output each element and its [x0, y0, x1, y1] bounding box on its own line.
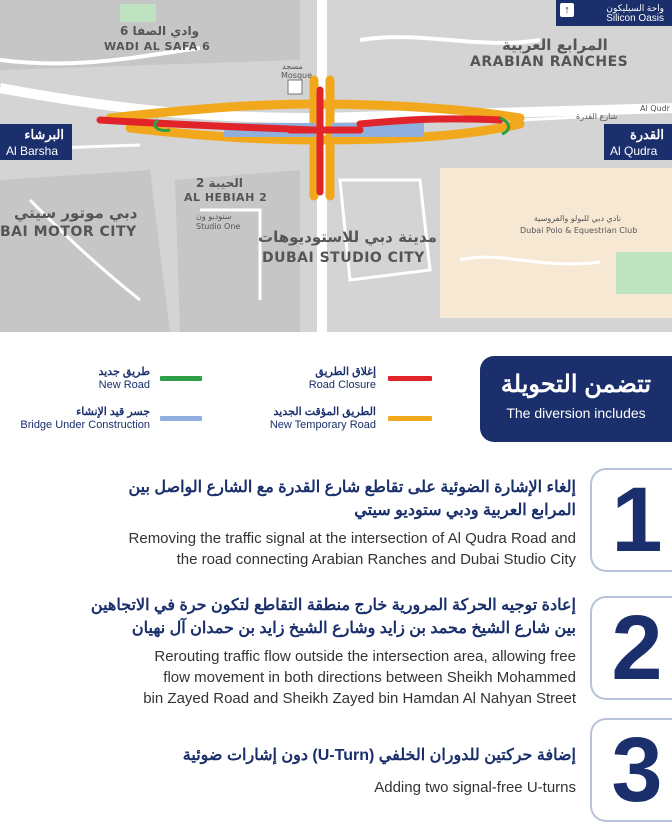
al-qudra-en: Al Qudra — [610, 144, 658, 158]
step-1-en-line1: Removing the traffic signal at the intersection of Al Qudra Road and — [128, 530, 576, 547]
studio-one-en: Studio One — [196, 222, 241, 231]
step-3-en-line1: Adding two signal-free U-turns — [374, 779, 576, 796]
legend-temporary-road-ar: الطريق المؤقت الجديد — [273, 406, 376, 418]
step-3-ar-line1: إضافة حركتين للدوران الخلفي (U-Turn) دون إشارات ضوئية — [182, 747, 576, 764]
mosque-en: Mosque — [281, 71, 313, 80]
motor-city-en: BAI MOTOR CITY — [0, 224, 137, 240]
step-3-number-box — [590, 718, 672, 822]
mosque-icon — [288, 80, 302, 94]
step-1-text — [56, 476, 576, 570]
step-2-en-line1: Rerouting traffic flow outside the intersection area, allowing free — [154, 648, 576, 665]
diversion-title-ar: تتضمن التحويلة — [500, 371, 652, 398]
diversion-title-en: The diversion includes — [506, 405, 646, 421]
legend-new-road-en: New Road — [98, 379, 150, 391]
wadi-al-safa-ar: وادي الصفا 6 — [120, 24, 200, 38]
qudra-road-ar: شارع القدرة — [576, 112, 618, 121]
step-2-en-line2: flow movement in both directions between Sheikh Mohammed — [163, 669, 576, 686]
motor-city-ar: دبي موتور سيتي — [14, 204, 138, 222]
step-2-number: 2 — [611, 597, 663, 699]
al-barsha-sign — [0, 124, 72, 160]
legend-bridge-ar: جسر قيد الإنشاء — [76, 406, 150, 418]
arabian-ranches-en: ARABIAN RANCHES — [470, 54, 629, 70]
legend-bridge — [0, 406, 150, 432]
al-hebiah-ar: الحيبة 2 — [196, 176, 243, 190]
studio-city-ar: مدينة دبي للاستوديوهات — [258, 228, 437, 246]
legend-road-closure-en: Road Closure — [308, 379, 376, 391]
arrow-up-icon: ↑ — [560, 3, 574, 17]
step-2-text — [36, 594, 576, 709]
studio-one-ar: ستوديو ون — [196, 212, 232, 221]
diversion-title-box — [480, 356, 672, 442]
al-hebiah-en: AL HEBIAH 2 — [184, 191, 268, 204]
studio-city-en: DUBAI STUDIO CITY — [262, 250, 425, 266]
map — [0, 0, 672, 332]
step-2-ar-line1: إعادة توجيه الحركة المرورية خارج منطقة التقاطع لتكون حرة في الاتجاهين — [90, 597, 576, 614]
silicon-oasis-ar: واحة السيليكون — [606, 3, 664, 13]
legend-road-closure-ar: إغلاق الطريق — [315, 366, 376, 378]
step-1-ar-line1: إلغاء الإشارة الضوئية على تقاطع شارع القدرة مع الشارع الواصل بين — [128, 479, 576, 496]
legend-new-road-ar: طريق جديد — [98, 366, 150, 378]
polo-field — [616, 252, 672, 294]
step-1-number: 1 — [611, 469, 663, 571]
legend-road-closure — [216, 366, 376, 392]
al-qudra-ar: القدرة — [629, 127, 664, 142]
legend-temporary-road-en: New Temporary Road — [269, 419, 376, 431]
step-1-ar-line2: المرابع العربية ودبي ستوديو سيتي — [354, 502, 576, 519]
step-2-number-box — [590, 596, 672, 700]
step-2-ar-line2: بين شارع الشيخ محمد بن زايد وشارع الشيخ زايد بن حمدان آل نهيان — [131, 620, 576, 637]
step-3-text — [56, 744, 576, 798]
wadi-al-safa-en: WADI AL SAFA 6 — [104, 40, 211, 53]
step-1-number-box — [590, 468, 672, 572]
silicon-oasis-sign — [556, 0, 672, 26]
step-2-en-line3: bin Zayed Road and Sheikh Zayed bin Hamdan Al Nahyan Street — [143, 690, 576, 707]
step-1-en-line2: the road connecting Arabian Ranches and Dubai Studio City — [176, 551, 576, 568]
silicon-oasis-en: Silicon Oasis — [606, 13, 664, 24]
mosque-ar: مسجد — [282, 62, 303, 71]
step-3-number: 3 — [611, 719, 663, 821]
polo-club-en: Dubai Polo & Equestrian Club — [520, 226, 638, 235]
legend-bridge-en: Bridge Under Construction — [20, 419, 150, 431]
al-qudra-sign — [604, 124, 672, 160]
legend-road-closure-swatch — [388, 376, 432, 381]
legend-new-road-swatch — [160, 376, 202, 381]
legend-bridge-swatch — [160, 416, 202, 421]
arabian-ranches-ar: المرابع العربية — [502, 36, 608, 54]
polo-club-ar: نادي دبي للبولو والفروسية — [534, 214, 622, 223]
al-barsha-en: Al Barsha — [6, 144, 59, 158]
qudra-road-en: Al Qudr — [640, 104, 670, 113]
legend-new-road — [10, 366, 150, 392]
park — [120, 4, 156, 22]
polo-club-area — [440, 168, 672, 318]
legend-temporary-road-swatch — [388, 416, 432, 421]
al-barsha-ar: البرشاء — [24, 127, 64, 142]
legend-temporary-road — [216, 406, 376, 432]
